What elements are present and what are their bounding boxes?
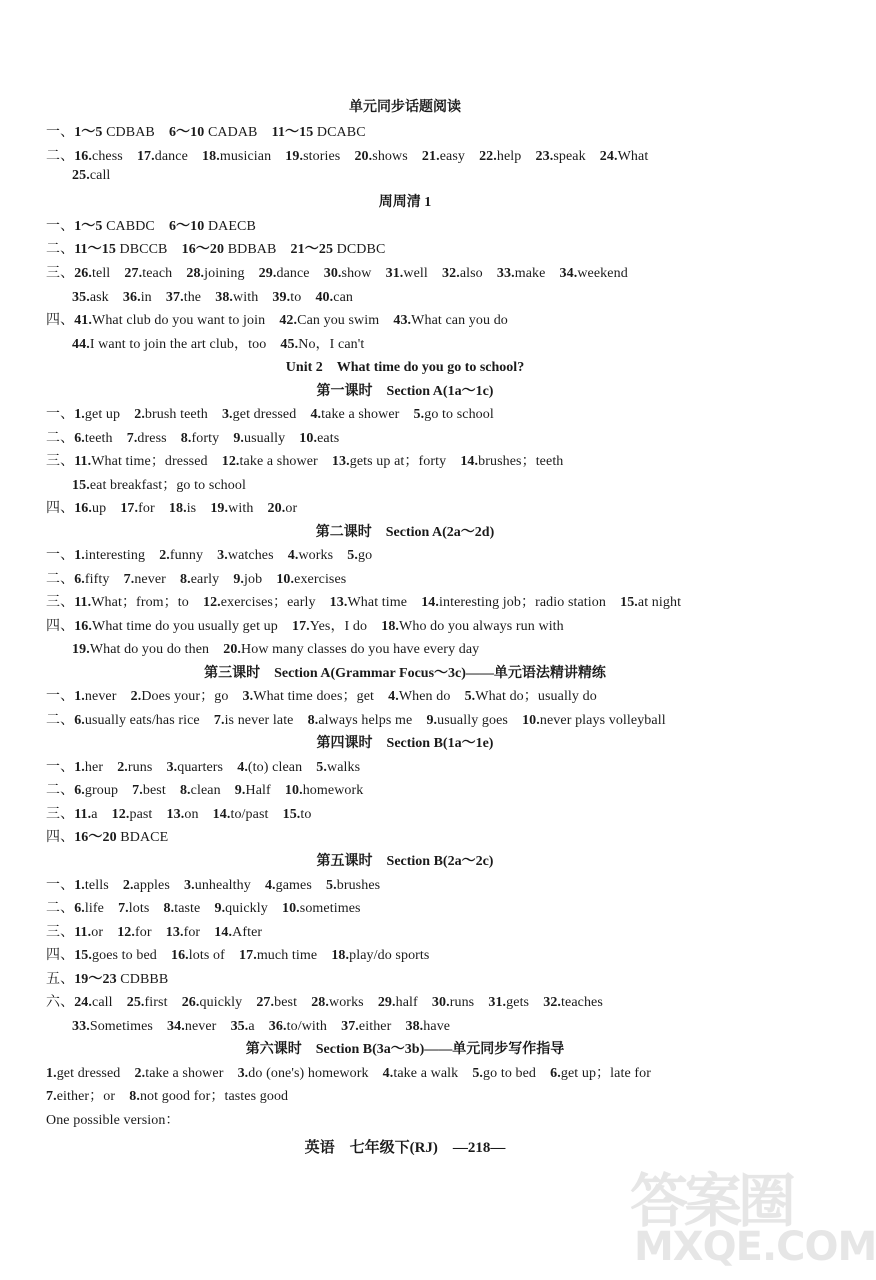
heading-lesson-3: 第三课时 Section A(Grammar Focus～3c)——单元语法精讲精练	[204, 666, 606, 681]
heading-lesson-5: 第五课时 Section B(2a～2c)	[316, 854, 494, 869]
answer-line: One possible version：	[46, 1113, 180, 1128]
answer-line: 四、16.What time do you usually get up 17.Yes，I do 18.Who do you always run with	[46, 619, 564, 634]
answer-line: 33.Sometimes 34.never 35.a 36.to/with 37.either 38.have	[72, 1019, 451, 1034]
answer-line: 15.eat breakfast；go to school	[72, 478, 246, 493]
answer-line: 二、6.fifty 7.never 8.early 9.job 10.exercises	[46, 572, 347, 587]
heading-unit-reading: 单元同步话题阅读	[349, 100, 461, 115]
answer-line: 一、1.never 2.Does your；go 3.What time does；get 4.When do 5.What do；usually do	[46, 689, 597, 704]
watermark-text: 答案圈	[630, 1167, 793, 1235]
answer-line: 一、1.interesting 2.funny 3.watches 4.works 5.go	[46, 548, 373, 563]
answer-line: 二、6.life 7.lots 8.taste 9.quickly 10.sometimes	[46, 901, 361, 916]
heading-lesson-6: 第六课时 Section B(3a～3b)——单元同步写作指导	[245, 1042, 565, 1057]
answer-line: 一、1～5 CABDC 6～10 DAECB	[46, 219, 256, 234]
answer-line: 35.ask 36.in 37.the 38.with 39.to 40.can	[72, 290, 353, 305]
page-footer: 英语 七年级下(RJ) —218—	[304, 1140, 506, 1156]
heading-lesson-1: 第一课时 Section A(1a～1c)	[316, 384, 494, 399]
answer-line: 一、1.get up 2.brush teeth 3.get dressed 4.take a shower 5.go to school	[46, 407, 494, 422]
answer-line: 二、11～15 DBCCB 16～20 BDBAB 21～25 DCDBC	[46, 242, 386, 257]
answer-line: 四、16～20 BDACE	[46, 830, 169, 845]
answer-line: 四、41.What club do you want to join 42.Can you swim 43.What can you do	[46, 313, 508, 328]
answer-line: 25.call	[72, 168, 111, 183]
answer-line: 三、11.a 12.past 13.on 14.to/past 15.to	[46, 807, 312, 822]
answer-line: 三、26.tell 27.teach 28.joining 29.dance 30.show 31.well 32.also 33.make 34.weekend	[46, 266, 628, 281]
answer-line: 二、6.teeth 7.dress 8.forty 9.usually 10.eats	[46, 431, 340, 446]
answer-line: 一、1.her 2.runs 3.quarters 4.(to) clean 5.walks	[46, 760, 361, 775]
heading-lesson-4: 第四课时 Section B(1a～1e)	[316, 736, 494, 751]
answer-line: 一、1～5 CDBAB 6～10 CADAB 11～15 DCABC	[46, 125, 366, 140]
answer-line: 三、11.What time；dressed 12.take a shower 13.gets up at；forty 14.brushes；teeth	[46, 454, 564, 469]
answer-line: 三、11.or 12.for 13.for 14.After	[46, 925, 263, 940]
answer-line: 1.get dressed 2.take a shower 3.do (one's) homework 4.take a walk 5.go to bed 6.get up；late for	[46, 1066, 651, 1081]
heading-unit-2: Unit 2 What time do you go to school?	[285, 360, 525, 375]
answer-line: 19.What do you do then 20.How many classes do you have every day	[72, 642, 480, 657]
answer-line: 四、16.up 17.for 18.is 19.with 20.or	[46, 501, 298, 516]
heading-weekly-review: 周周清 1	[378, 195, 432, 210]
answer-line: 7.either；or 8.not good for；tastes good	[46, 1089, 289, 1104]
answer-line: 五、19～23 CDBBB	[46, 972, 169, 987]
heading-lesson-2: 第二课时 Section A(2a～2d)	[315, 525, 495, 540]
answer-line: 三、11.What；from；to 12.exercises；early 13.What time 14.interesting job；radio station 15.at night	[46, 595, 682, 610]
answer-line: 六、24.call 25.first 26.quickly 27.best 28.works 29.half 30.runs 31.gets 32.teaches	[46, 995, 603, 1010]
answer-line: 二、6.group 7.best 8.clean 9.Half 10.homework	[46, 783, 364, 798]
answer-line: 二、6.usually eats/has rice 7.is never late 8.always helps me 9.usually goes 10.never plays volleyball	[46, 713, 666, 728]
answer-line: 四、15.goes to bed 16.lots of 17.much time 18.play/do sports	[46, 948, 430, 963]
answer-line: 44.I want to join the art club，too 45.No，I can't	[72, 337, 365, 352]
watermark-url: MXQE.COM	[634, 1224, 876, 1270]
answer-line: 二、16.chess 17.dance 18.musician 19.stories 20.shows 21.easy 22.help 23.speak 24.What	[46, 149, 649, 164]
watermark-logo	[624, 1146, 876, 1276]
answer-line: 一、1.tells 2.apples 3.unhealthy 4.games 5.brushes	[46, 878, 381, 893]
